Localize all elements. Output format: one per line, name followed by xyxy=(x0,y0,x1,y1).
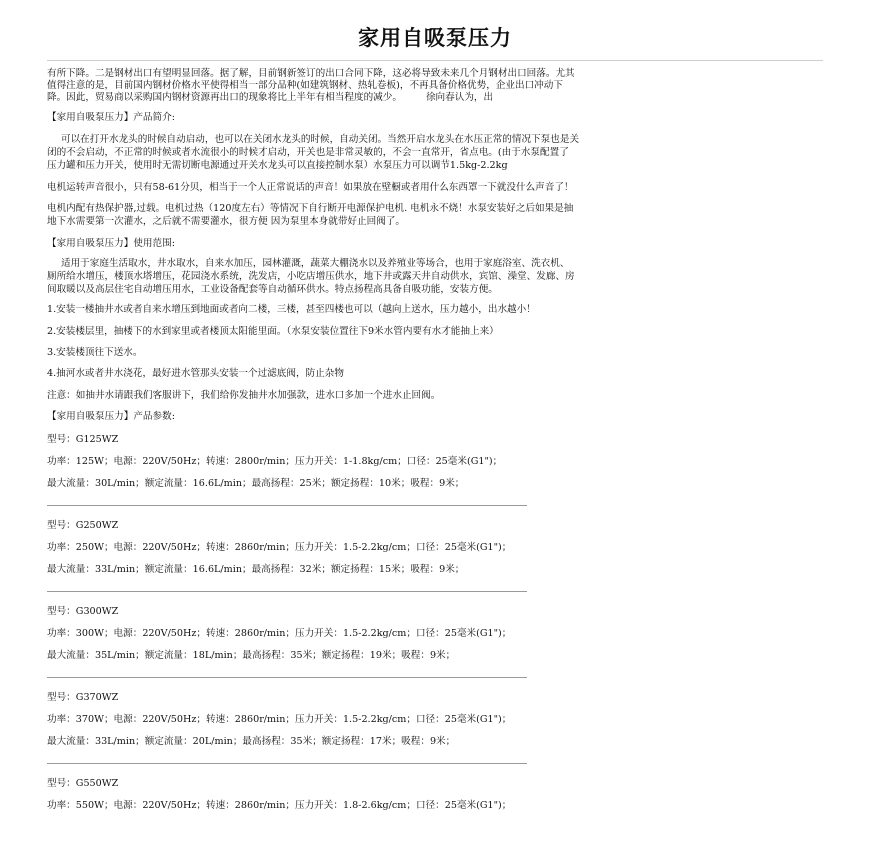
model-name: 型号：G300WZ xyxy=(47,606,119,617)
model-spec: 功率：300W；电源：220V/50Hz；转速：2860r/min；压力开关：1.5-2.2kg/cm；口径：25毫米(G1")； xyxy=(47,628,512,639)
description-line: 可以在打开水龙头的时候自动启动，也可以在关闭水龙头的时候，自动关闭。当然开启水龙头在水压正常的情况下泵也是关 xyxy=(61,134,580,145)
protection-line: 地下水需要第一次灌水，之后就不需要灌水，很方便 因为泵里本身就带好止回阀了。 xyxy=(47,216,406,227)
model-name: 型号：G550WZ xyxy=(47,778,119,789)
model-flow: 最大流量：30L/min；额定流量：16.6L/min；最高扬程：25米；额定扬程：10米；吸程：9米； xyxy=(47,478,465,489)
range-line: 适用于家庭生活取水，井水取水，自来水加压，园林灌溉，蔬菜大棚浇水以及养殖业等场合，也用于家庭浴室、洗衣机、 xyxy=(61,258,570,269)
model-flow: 最大流量：33L/min；额定流量：20L/min；最高扬程：35米；额定扬程：17米；吸程：9米； xyxy=(47,736,456,747)
model-separator xyxy=(47,505,527,506)
use-item: 2.安装楼层里，抽楼下的水到家里或者楼顶太阳能里面。（水泵安装位置往下9米水管内要有水才能抽上来） xyxy=(47,326,499,337)
page-title: 家用自吸泵压力 xyxy=(358,26,512,50)
model-spec: 功率：250W；电源：220V/50Hz；转速：2860r/min；压力开关：1.5-2.2kg/cm；口径：25毫米(G1")； xyxy=(47,542,512,553)
range-line: 厕所给水增压，楼顶水塔增压，花园浇水系统，洗发店，小吃店增压供水，地下井或露天井自动供水，宾馆、澡堂、发廊、房 xyxy=(47,271,575,282)
intro-line: 值得注意的是，目前国内钢材价格水平使得相当一部分品种(如建筑钢材、热轧卷板)，不再具备价格优势，企业出口冲动下 xyxy=(47,80,563,91)
model-name: 型号：G370WZ xyxy=(47,692,119,703)
use-item: 3.安装楼顶往下送水。 xyxy=(47,347,143,358)
model-name: 型号：G250WZ xyxy=(47,520,119,531)
note-line: 注意：如抽井水请跟我们客服讲下，我们给你发抽井水加强款，进水口多加一个进水止回阀。 xyxy=(47,390,441,401)
model-separator xyxy=(47,591,527,592)
model-spec: 功率：550W；电源：220V/50Hz；转速：2860r/min；压力开关：1.8-2.6kg/cm；口径：25毫米(G1")； xyxy=(47,800,512,811)
section-heading-intro: 【家用自吸泵压力】产品简介: xyxy=(47,112,175,123)
use-item: 1.安装一楼抽井水或者自来水增压到地面或者向二楼，三楼，甚至四楼也可以（越向上送水，压力越小，出水越小！ xyxy=(47,304,536,315)
title-divider xyxy=(47,60,823,61)
model-spec: 功率：125W；电源：220V/50Hz；转速：2800r/min；压力开关：1-1.8kg/cm；口径：25毫米(G1")； xyxy=(47,456,503,467)
model-spec: 功率：370W；电源：220V/50Hz；转速：2860r/min；压力开关：1.5-2.2kg/cm；口径：25毫米(G1")； xyxy=(47,714,512,725)
model-separator xyxy=(47,677,527,678)
description-line: 压力罐和压力开关，使用时无需切断电源通过开关水龙头可以直接控制水泵）水泵压力可以调节1.5kg-2.2kg xyxy=(47,160,508,171)
intro-line: 有所下降。二是钢材出口有望明显回落。据了解，目前钢新签订的出口合同下降，这必将导致未来几个月钢材出口回落。尤其 xyxy=(47,68,575,79)
model-flow: 最大流量：33L/min；额定流量：16.6L/min；最高扬程：32米；额定扬程：15米；吸程：9米； xyxy=(47,564,465,575)
intro-line: 降。因此，贸易商以采购国内钢材资源再出口的现象将比上半年有相当程度的减少。 徐向春认为，出 xyxy=(47,92,494,103)
range-line: 间取暖以及高层住宅自动增压用水，工业设备配套等自动循环供水。特点扬程高具备自吸功能，安装方便。 xyxy=(47,284,498,295)
model-flow: 最大流量：35L/min；额定流量：18L/min；最高扬程：35米；额定扬程：19米；吸程：9米； xyxy=(47,650,456,661)
description-line: 闭的不会启动，不正常的时候或者水流很小的时候才启动，开关也是非常灵敏的，不会一直常开，省点电。(由于水泵配置了 xyxy=(47,147,569,158)
protection-line: 电机内配有热保护器,过载。电机过热（120度左右）等情况下自行断开电源保护电机. 电机永不烧！水泵安装好之后如果是抽 xyxy=(47,203,574,214)
noise-line: 电机运转声音很小，只有58-61分贝，相当于一个人正常说话的声音！如果放在壁橱或者用什么东西罩一下就没什么声音了！ xyxy=(47,182,574,193)
model-name: 型号：G125WZ xyxy=(47,434,119,445)
model-separator xyxy=(47,763,527,764)
use-item: 4.抽河水或者井水浇花，最好进水管那头安装一个过滤底阀，防止杂物 xyxy=(47,368,344,379)
section-heading-params: 【家用自吸泵压力】产品参数: xyxy=(47,411,175,422)
section-heading-range: 【家用自吸泵压力】使用范围: xyxy=(47,238,175,249)
